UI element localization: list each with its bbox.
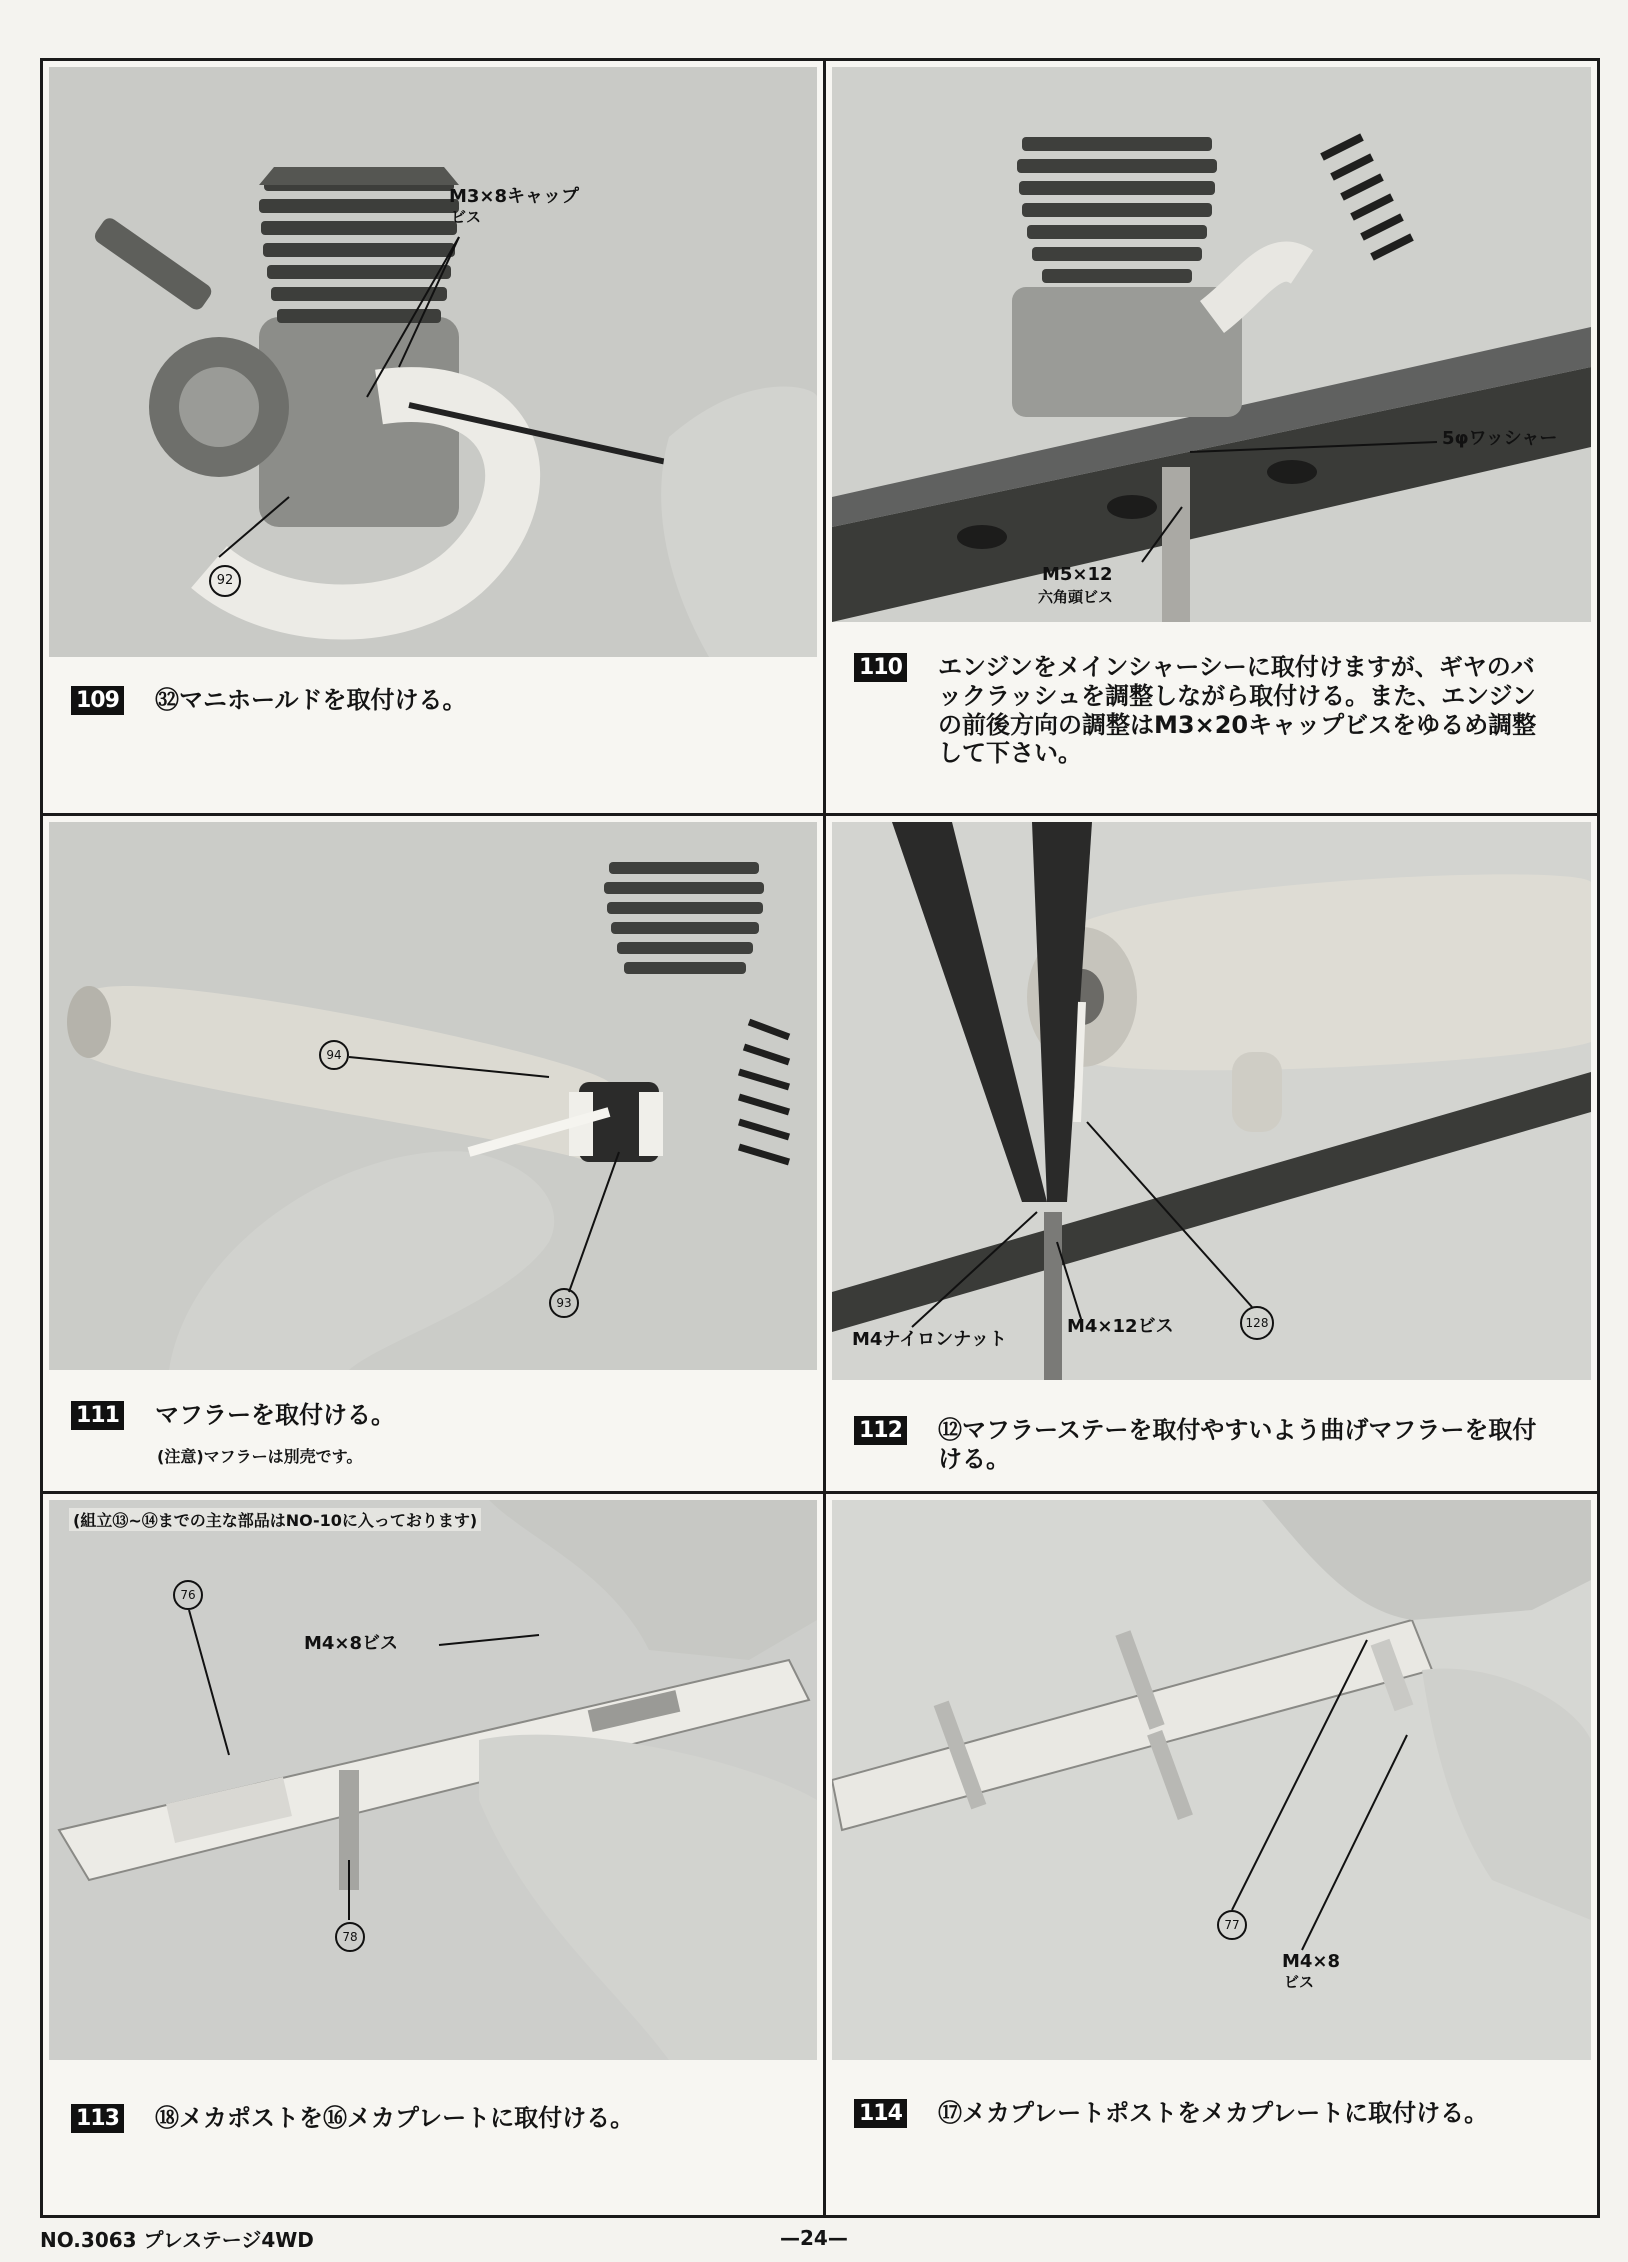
label-hex-head-screw: 六角頭ビス <box>1038 588 1114 606</box>
note-muffler-sold-separately: (注意)マフラーは別売です。 <box>157 1447 363 1466</box>
panel-step-109 <box>43 61 823 813</box>
part-number-78: 78 <box>335 1922 365 1952</box>
parts-note: (組立⑬~⑭までの主な部品はNO-10に入っております) <box>69 1508 481 1531</box>
label-screw: ビス <box>451 208 482 226</box>
footer-model-name: NO.3063 プレステージ4WD <box>40 2228 314 2252</box>
part-number-128: 128 <box>1240 1306 1274 1340</box>
step-badge-111: 111 <box>71 1401 124 1430</box>
footer-page-number: —24— <box>780 2226 848 2250</box>
photo-muffler-install <box>49 822 817 1370</box>
step-badge-109: 109 <box>71 686 124 715</box>
photo-muffler-stay <box>832 822 1591 1380</box>
photo-mech-plate-post <box>832 1500 1591 2060</box>
caption-step-110 <box>854 653 1575 768</box>
label-m5x12: M5×12 <box>1042 564 1113 585</box>
part-number-94: 94 <box>319 1040 349 1070</box>
caption-step-114 <box>854 2099 1575 2128</box>
panel-step-112 <box>826 816 1597 1491</box>
caption-step-113 <box>71 2104 801 2133</box>
muffler-stay-illustration <box>832 822 1591 1380</box>
caption-step-111 <box>71 1401 801 1467</box>
part-number-93: 93 <box>549 1288 579 1318</box>
step-text-113: ⑱メカポストを⑯メカプレートに取付ける。 <box>155 2104 635 2132</box>
panel-step-114 <box>826 1494 1597 2215</box>
muffler-illustration <box>49 822 817 1370</box>
label-m3x8-cap-screw: M3×8キャップ <box>449 186 580 207</box>
step-badge-110: 110 <box>854 653 907 682</box>
step-text-111: マフラーを取付ける。 <box>155 1401 396 1429</box>
engine-manifold-illustration <box>49 67 817 657</box>
label-m4x8: M4×8 <box>1282 1951 1341 1972</box>
panel-step-111 <box>43 816 823 1491</box>
step-badge-112: 112 <box>854 1416 907 1445</box>
label-5mm-washer: 5φワッシャー <box>1442 428 1558 449</box>
label-screw-114: ビス <box>1284 1973 1315 1991</box>
mech-plate-post-illustration <box>832 1500 1591 2060</box>
photo-engine-manifold <box>49 67 817 657</box>
panel-step-110 <box>826 61 1597 813</box>
part-number-76: 76 <box>173 1580 203 1610</box>
photo-mech-post <box>49 1500 817 2060</box>
part-number-77: 77 <box>1217 1910 1247 1940</box>
photo-engine-on-chassis <box>832 67 1591 622</box>
caption-step-112 <box>854 1416 1575 1474</box>
step-badge-113: 113 <box>71 2104 124 2133</box>
label-m4x12-screw: M4×12ビス <box>1067 1316 1174 1337</box>
step-text-109: ㉜マニホールドを取付ける。 <box>155 686 467 714</box>
step-text-110: エンジンをメインシャーシーに取付けますが、ギヤのバックラッシュを調整しながら取付ける。また、エンジンの前後方向の調整はM3×20キャップビスをゆるめ調整して下さい。 <box>938 653 1537 768</box>
step-text-112: ⑫マフラーステーを取付やすいよう曲げマフラーを取付ける。 <box>938 1416 1537 1473</box>
label-m4-nylon-nut: M4ナイロンナット <box>852 1329 1007 1350</box>
label-m4x8-screw: M4×8ビス <box>304 1633 399 1654</box>
panel-step-113 <box>43 1494 823 2215</box>
part-number-92: 92 <box>209 565 241 597</box>
manual-page <box>40 58 1600 2218</box>
step-text-114: ⑰メカプレートポストをメカプレートに取付ける。 <box>938 2099 1489 2127</box>
engine-chassis-illustration <box>832 67 1591 622</box>
mech-post-illustration <box>49 1500 817 2060</box>
caption-step-109 <box>71 686 801 715</box>
step-badge-114: 114 <box>854 2099 907 2128</box>
